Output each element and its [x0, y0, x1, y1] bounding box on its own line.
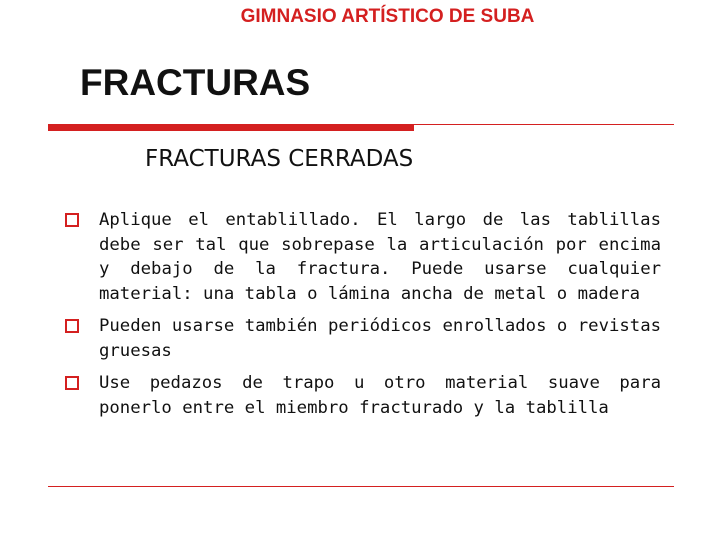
- slide-title: FRACTURAS: [80, 62, 311, 103]
- bullet-item: [65, 208, 661, 306]
- title-divider-accent-bar: [48, 124, 414, 131]
- hollow-square-bullet-icon: [65, 319, 79, 333]
- bullet-text: Use pedazos de trapo u otro material suave para ponerlo entre el miembro fracturado y la tablilla: [99, 373, 661, 418]
- hollow-square-bullet-icon: [65, 376, 79, 390]
- slide-subtitle: FRACTURAS CERRADAS: [145, 146, 414, 172]
- bullet-item: [65, 371, 661, 420]
- bullet-text: Pueden usarse también periódicos enrollados o revistas gruesas: [99, 316, 661, 361]
- bullet-item: [65, 314, 661, 363]
- hollow-square-bullet-icon: [65, 213, 79, 227]
- bullet-list: [65, 208, 661, 428]
- bullet-text: Aplique el entablillado. El largo de las tablillas debe ser tal que sobrepase la articulación por encima y debajo de la fractura. Puede usarse cualquier material: una tabla o lámina ancha de metal o madera: [99, 210, 661, 304]
- school-name-header: GIMNASIO ARTÍSTICO DE SUBA: [240, 6, 535, 27]
- footer-divider-line: [48, 486, 674, 487]
